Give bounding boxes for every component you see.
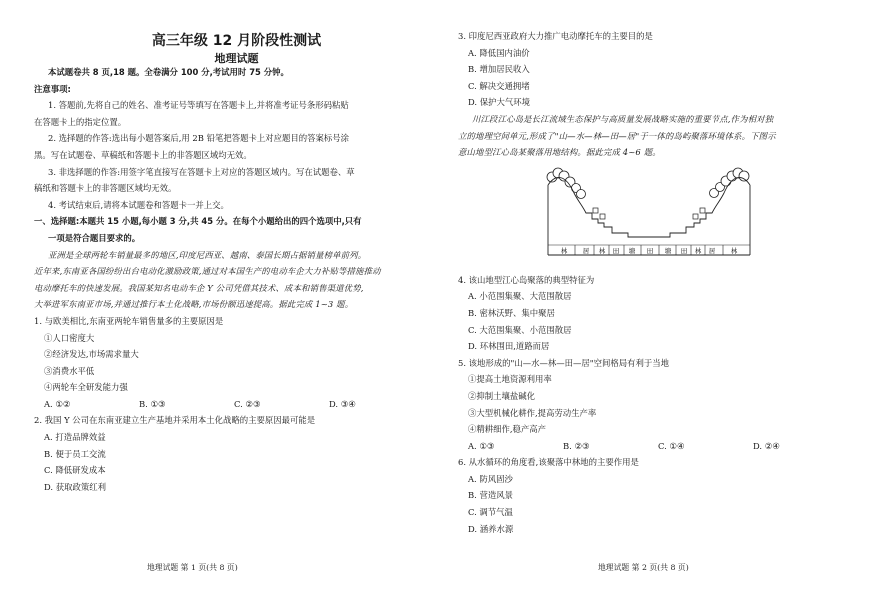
option[interactable]: B. ①③ (139, 398, 166, 409)
question-item: ③消费水平低 (44, 365, 95, 376)
passage-line: 电动摩托车的快速发展。我国某知名电动车企 Y 公司凭借其技术、成本和销售渠道优势, (34, 282, 364, 293)
option[interactable]: B. ②③ (563, 440, 590, 451)
option[interactable]: B. 增加居民收入 (468, 64, 530, 75)
option[interactable]: A. ①② (44, 398, 71, 409)
left-column (34, 64, 439, 495)
note-line: 4. 考试结束后,请将本试题卷和答题卡一并上交。 (48, 199, 229, 210)
option[interactable]: D. ②④ (753, 440, 780, 451)
page-footer-left: 地理试题 第 1 页(共 8 页) (147, 563, 238, 572)
option[interactable]: C. ①④ (658, 440, 685, 451)
land-use-label: 林 (730, 247, 738, 255)
right-column (458, 28, 853, 537)
land-use-label: 田 (612, 247, 620, 255)
option[interactable]: C. 降低研发成本 (44, 465, 106, 476)
option[interactable]: A. ①③ (468, 440, 495, 451)
question-item: ②抑制土壤盐碱化 (468, 390, 535, 401)
passage-line: 意山地型江心岛某聚落用地结构。据此完成 4~6 题。 (458, 147, 661, 158)
land-use-label: 林 (694, 247, 702, 255)
tree-canopy-right (710, 168, 750, 198)
note-line: 稿纸和答题卡上的非答题区域均无效。 (34, 183, 177, 194)
passage-line: 川江段江心岛是长江流域生态保护与高质量发展战略实施的重要节点,作为相对独 (472, 113, 774, 124)
exam-title: 高三年级 12 月阶段性测试 (151, 33, 322, 49)
option-row (34, 396, 439, 413)
tree-canopy-left (547, 168, 586, 199)
option[interactable]: A. 降低国内油价 (468, 47, 530, 58)
option[interactable]: A. 打造品牌效益 (44, 432, 106, 443)
option[interactable]: A. 小范围集聚、大范围散居 (468, 291, 572, 302)
option[interactable]: D. 环林围田,道路而居 (468, 341, 550, 352)
land-use-label: 塘 (628, 247, 636, 255)
note-line: 在答题卡上的指定位置。 (34, 116, 127, 127)
question-item: ④精耕细作,稳产高产 (468, 424, 547, 435)
question-item: ①人口密度大 (44, 332, 95, 343)
question-stem: 2. 我国 Y 公司在东南亚建立生产基地并采用本土化战略的主要原因最可能是 (34, 415, 316, 426)
question-stem: 1. 与欧美相比,东南亚两轮车销售量多的主要原因是 (34, 315, 224, 326)
option[interactable]: A. 防风固沙 (468, 473, 513, 484)
question-item: ②经济发达,市场需求量大 (44, 349, 139, 360)
note-line: 黑。写在试题卷、草稿纸和答题卡上的非答题区域均无效。 (34, 149, 252, 160)
option-row (458, 438, 853, 455)
land-use-label: 居 (708, 247, 716, 255)
option[interactable]: C. 解决交通拥堵 (468, 80, 530, 91)
section-heading: 一、选择题:本题共 15 小题,每小题 3 分,共 45 分。在每个小题给出的四个选项中,只有 (34, 216, 362, 227)
passage-line: 亚洲是全球两轮车销量最多的地区,印度尼西亚、越南、泰国长期占据销量榜单前列。 (48, 249, 367, 260)
question-item: ③大型机械化耕作,提高劳动生产率 (468, 407, 597, 418)
question-stem: 4. 该山地型江心岛聚落的典型特征为 (458, 274, 595, 285)
island-profile-figure (546, 163, 752, 263)
question-stem: 6. 从水循环的角度看,该聚落中林地的主要作用是 (458, 457, 639, 468)
option[interactable]: D. 保护大气环境 (468, 97, 530, 108)
notes-title: 注意事项: (34, 83, 71, 94)
exam-meta: 本试题卷共 8 页,18 题。全卷满分 100 分,考试用时 75 分钟。 (48, 67, 289, 77)
house-symbols (593, 208, 705, 219)
note-line: 1. 答题前,先将自己的姓名、准考证号等填写在答题卡上,并将准考证号条形码粘贴 (48, 100, 349, 111)
option[interactable]: B. 便于员工交流 (44, 448, 106, 459)
question-stem: 3. 印度尼西亚政府大力推广电动摩托车的主要目的是 (458, 31, 653, 41)
option[interactable]: D. 涵养水源 (468, 523, 514, 534)
option[interactable]: D. ③④ (329, 398, 356, 409)
land-use-label: 田 (680, 247, 688, 255)
land-use-labels (561, 245, 738, 255)
passage-line: 立的地理空间单元,形成了"山—水—林—田—居"于一体的岛屿聚落环境体系。下图示 (458, 130, 776, 141)
passage-line: 近年来,东南亚各国纷纷出台电动化激励政策,通过对本国生产的电动车企大力补贴等措施推动 (34, 266, 381, 277)
question-item: ①提高土地资源利用率 (468, 374, 552, 385)
note-line: 2. 选择题的作答:选出每小题答案后,用 2B 铅笔把答题卡上对应题目的答案标号涂 (48, 133, 349, 144)
section-heading: 一项是符合题目要求的。 (48, 232, 141, 243)
option[interactable]: D. 获取政策红利 (44, 481, 106, 492)
option[interactable]: C. 大范围集聚、小范围散居 (468, 324, 572, 335)
option[interactable]: B. 营造风景 (468, 490, 513, 501)
page-footer-right: 地理试题 第 2 页(共 8 页) (598, 563, 689, 572)
option[interactable]: B. 密林沃野、集中聚居 (468, 307, 555, 318)
land-use-label: 林 (560, 247, 568, 255)
question-item: ④两轮车全研发能力强 (44, 382, 128, 393)
note-line: 3. 非选择题的作答:用签字笔直接写在答题卡上对应的答题区域内。写在试题卷、草 (48, 166, 355, 177)
land-use-label: 塘 (664, 247, 672, 255)
subject-title: 地理试题 (214, 52, 259, 65)
land-use-label: 田 (646, 247, 654, 255)
option[interactable]: C. ②③ (234, 398, 261, 409)
land-use-label: 林 (598, 247, 606, 255)
option[interactable]: C. 调节气温 (468, 507, 513, 518)
passage-line: 大举进军东南亚市场,并通过推行本土化战略,市场份额迅速提高。据此完成 1~3 题。 (34, 299, 354, 310)
question-stem: 5. 该地形成的"山—水—林—田—居"空间格局有利于当地 (458, 357, 669, 368)
land-use-label: 居 (582, 247, 590, 255)
